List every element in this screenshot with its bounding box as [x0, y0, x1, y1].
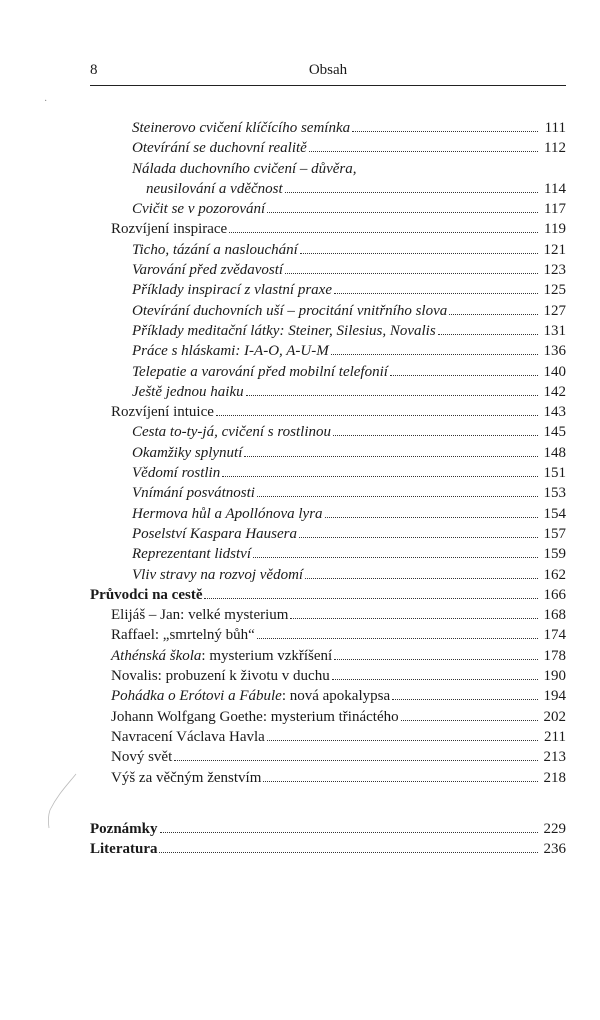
dot-leader: [309, 151, 538, 152]
toc-entry-title: Telepatie a varování před mobilní telefonií: [132, 363, 388, 380]
toc-entry-title: [111, 646, 332, 666]
dot-leader: [285, 273, 538, 274]
toc-entry-page: 140: [543, 363, 566, 380]
toc-entry: [90, 301, 566, 321]
toc-entry: [90, 382, 566, 402]
dot-leader: [332, 679, 538, 680]
toc-entry-title: Otevírání se duchovní realitě: [132, 140, 307, 157]
toc-entry-page: 123: [543, 262, 566, 279]
dot-leader: [244, 456, 538, 457]
toc-entry-page: 218: [543, 769, 566, 786]
dot-leader: [325, 517, 538, 518]
toc-entry: [90, 646, 566, 666]
toc-entry-page: 162: [543, 566, 566, 583]
toc-entry-title: Poselství Kaspara Hausera: [132, 525, 297, 542]
toc-entry-title: Raffael: „smrtelný bůh“: [111, 627, 255, 644]
toc-entry-title: Nový svět: [111, 749, 173, 766]
toc-entry-title: Vliv stravy na rozvoj vědomí: [132, 566, 304, 583]
toc-entry: [90, 768, 566, 788]
toc-entry-page: 190: [543, 668, 566, 685]
dot-leader: [253, 557, 538, 558]
toc-entry-title: Ještě jednou haiku: [132, 383, 244, 400]
toc-entry-page: 166: [543, 586, 566, 603]
dot-leader: [159, 852, 538, 853]
toc-entry: [90, 839, 566, 859]
toc-entry: [90, 483, 566, 503]
toc-entry-title: Literatura: [90, 841, 158, 858]
dot-leader: [257, 638, 538, 639]
toc-entry-title: Rozvíjení intuice: [111, 404, 214, 421]
dot-leader: [300, 253, 538, 254]
toc-entry-title: Vědomí rostlin: [132, 465, 221, 482]
dot-leader: [246, 395, 538, 396]
toc-entry: [90, 219, 566, 239]
toc-entry: [90, 138, 566, 158]
dot-leader: [267, 212, 538, 213]
dot-leader: [222, 476, 538, 477]
dot-leader: [449, 314, 538, 315]
toc-entry-page: 151: [543, 465, 566, 482]
toc-entry-title: Cesta to-ty-já, cvičení s rostlinou: [132, 424, 331, 441]
dot-leader: [174, 760, 538, 761]
toc-entry-title: Průvodci na cestě: [90, 586, 203, 603]
toc-entry: [90, 199, 566, 219]
toc-entry-page: 121: [543, 241, 566, 258]
toc-entry: [90, 118, 566, 138]
toc-entry-title-rest: : mysterium vzkříšení: [201, 647, 333, 664]
toc-entry: [90, 707, 566, 727]
toc-entry: [90, 321, 566, 341]
dot-leader: [401, 720, 538, 721]
toc-entry: [90, 625, 566, 645]
toc-entry-title: Příklady meditační látky: Steiner, Silesius, Novalis: [132, 322, 436, 339]
toc-entry: [90, 179, 566, 199]
toc-entry-title: Poznámky: [90, 820, 158, 837]
toc-entry-page: 114: [544, 180, 566, 197]
toc-entry: [90, 504, 566, 524]
toc-entry-title: Výš za věčným ženstvím: [111, 769, 262, 786]
toc-entry-page: 159: [543, 546, 566, 563]
dot-leader: [204, 598, 538, 599]
toc-entry: [90, 280, 566, 300]
toc-entry-page: 213: [543, 749, 566, 766]
dot-leader: [438, 334, 538, 335]
toc-entry-page: 194: [543, 688, 566, 705]
dot-leader: [285, 192, 538, 193]
toc-entry-page: 154: [543, 505, 566, 522]
toc-entry-page: 148: [543, 444, 566, 461]
toc-entry-page: 127: [543, 302, 566, 319]
toc-entry-title-rest: : nová apokalypsa: [281, 688, 391, 705]
toc-entry-title: Práce s hláskami: I-A-O, A-U-M: [132, 343, 329, 360]
toc-entry: [90, 422, 566, 442]
toc-entry-title: Reprezentant lidství: [132, 546, 252, 563]
toc-entry-title: Nálada duchovního cvičení – důvěra,: [132, 160, 357, 177]
toc-entry: [90, 463, 566, 483]
toc-entry-title-italic: Athénská škola: [111, 647, 202, 664]
dot-leader: [290, 618, 538, 619]
toc-entry-page: 119: [544, 221, 566, 238]
dot-leader: [257, 496, 538, 497]
margin-mark: ·: [44, 96, 48, 107]
toc-entry-title: Navracení Václava Havla: [111, 728, 265, 745]
toc-entry-page: 157: [543, 525, 566, 542]
toc-entry-title: Novalis: probuzení k životu v duchu: [111, 668, 330, 685]
toc-entry-page: 145: [543, 424, 566, 441]
dot-leader: [390, 375, 538, 376]
toc-entry: [90, 159, 566, 179]
dot-leader: [352, 131, 538, 132]
toc-entry: [90, 544, 566, 564]
page-header: [90, 62, 566, 82]
toc-entry-title: Vnímání posvátnosti: [132, 485, 255, 502]
toc-entry: [90, 727, 566, 747]
toc-entry-title: Johann Wolfgang Goethe: mysterium třináctého: [111, 708, 399, 725]
toc-entry-title: [111, 686, 390, 706]
dot-leader: [334, 659, 538, 660]
pencil-mark: [40, 770, 80, 830]
toc-entry: [90, 585, 566, 605]
toc-entry: [90, 605, 566, 625]
dot-leader: [229, 232, 538, 233]
dot-leader: [216, 415, 538, 416]
toc-entry-page: 136: [543, 343, 566, 360]
toc-entry-page: 111: [544, 120, 566, 136]
toc-entry-title-italic: Pohádka o Erótovi a Fábule: [111, 688, 282, 705]
toc-entry-page: 153: [543, 485, 566, 502]
toc-entry-page: 211: [544, 728, 566, 745]
toc-entry-title: Ticho, tázání a naslouchání: [132, 241, 298, 258]
toc-entry: [90, 819, 566, 839]
dot-leader: [392, 699, 538, 700]
toc-entry-page: 125: [543, 282, 566, 299]
toc-entry-page: 174: [543, 627, 566, 644]
toc-entry-title: Příklady inspirací z vlastní praxe: [132, 282, 332, 299]
toc-entry-title: Rozvíjení inspirace: [111, 221, 228, 238]
toc-entry-page: 229: [543, 820, 566, 837]
toc-entry-title: Steinerovo cvičení klíčícího semínka: [132, 120, 351, 136]
toc-entry-page: 143: [543, 404, 566, 421]
dot-leader: [305, 578, 538, 579]
toc-entry: [90, 524, 566, 544]
toc-entry: [90, 260, 566, 280]
toc-entry-title: Elijáš – Jan: velké mysterium: [111, 607, 289, 624]
toc-entry-page: 112: [544, 140, 566, 157]
running-title: Obsah: [308, 62, 348, 78]
toc-entry-page: 236: [543, 841, 566, 858]
toc-entry: [90, 666, 566, 686]
page-number: 8: [90, 62, 98, 78]
dot-leader: [334, 293, 538, 294]
toc-entry-title: Hermova hůl a Apollónova lyra: [132, 505, 323, 522]
toc-entry-page: 142: [543, 383, 566, 400]
toc-entry-title: neusilování a vděčnost: [146, 180, 283, 197]
toc-entry-title: Cvičit se v pozorování: [132, 201, 266, 218]
header-rule: [90, 85, 566, 86]
toc-entry: [90, 747, 566, 767]
toc-entry-page: 202: [543, 708, 566, 725]
dot-leader: [333, 435, 538, 436]
toc-entry: [90, 443, 566, 463]
toc-entry-title: Okamžiky splynutí: [132, 444, 243, 461]
toc-entry-title: Otevírání duchovních uší – procitání vnitřního slova: [132, 302, 448, 319]
dot-leader: [299, 537, 538, 538]
toc-entry: [90, 686, 566, 706]
toc-entry-page: 178: [543, 647, 566, 664]
toc-entry: [90, 341, 566, 361]
table-of-contents: [90, 118, 566, 859]
dot-leader: [263, 781, 538, 782]
toc-entry-title: Varování před zvědavostí: [132, 262, 284, 279]
toc-entry-page: 168: [543, 607, 566, 624]
dot-leader: [160, 832, 539, 833]
toc-entry: [90, 362, 566, 382]
toc-entry: [90, 240, 566, 260]
toc-entry-page: 131: [543, 322, 566, 339]
toc-entry: [90, 402, 566, 422]
toc-entry-page: 117: [544, 201, 566, 218]
toc-entry: [90, 565, 566, 585]
dot-leader: [267, 740, 538, 741]
dot-leader: [331, 354, 538, 355]
